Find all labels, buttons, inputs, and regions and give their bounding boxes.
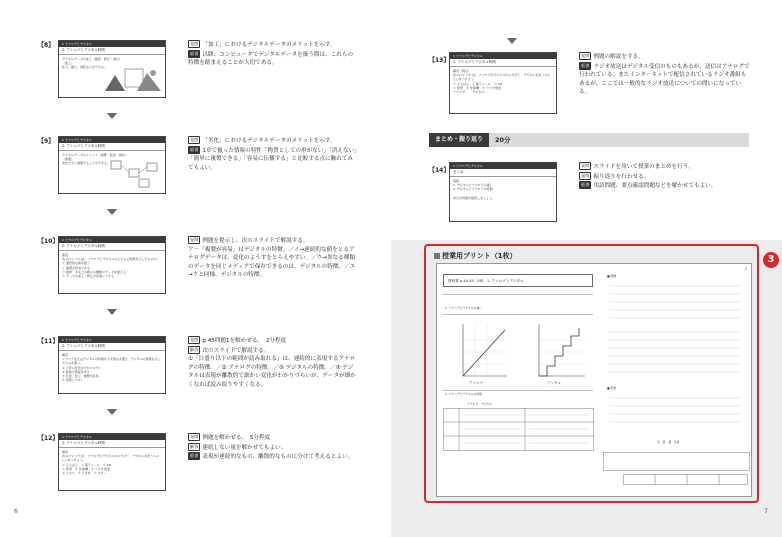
- note-text: 連続しない量を解かせてもよい。: [202, 444, 287, 451]
- slide-line: ④ 処理しやすい: [62, 378, 84, 383]
- slide-body: [450, 67, 556, 96]
- slide-line: 2. デジタルとアナログの特徴: [453, 187, 493, 192]
- slide-line: 劣化せずに複製することができる。: [62, 161, 111, 166]
- sheet-table: [443, 408, 595, 452]
- badge: 解答: [190, 346, 199, 352]
- slide-thumbnail: [58, 236, 166, 294]
- down-arrow-icon: [107, 113, 117, 119]
- slide-thumbnail: [449, 162, 557, 222]
- graph-label-analog: アナログ: [469, 381, 483, 385]
- step-note: [579, 162, 751, 191]
- step-label: 【8】: [38, 42, 55, 49]
- note-text: 以降、コンピュータでデジタルデータを扱う際は、これらの特徴を踏まえることが大切である。: [188, 51, 354, 67]
- slide-line: エ 鉛筆 オ 計算機 カ ラジオ放送: [453, 85, 501, 90]
- badge: 発問: [190, 237, 199, 242]
- slide-line: アナログ： デジタル：: [453, 90, 488, 95]
- badge: 発問: [190, 337, 199, 342]
- sheet-heading: ■ 問題: [607, 274, 617, 278]
- slide-body: [59, 448, 165, 477]
- badge: 発問: [581, 53, 590, 58]
- rule: [443, 390, 593, 391]
- step-label: 【14】: [429, 167, 450, 174]
- slide-bar: 1 アナログとデジタル: [59, 137, 165, 143]
- sheet-graph: [443, 320, 593, 386]
- slide-body: [59, 351, 165, 384]
- slide-line: ウ 画像、音などの様々な種類のデータを扱える: [62, 269, 126, 274]
- slide-thumbnail: [58, 136, 166, 194]
- step-note: [188, 136, 358, 172]
- down-arrow-icon: [107, 209, 117, 215]
- slide-line: 1. デジタルとアナログの違い: [453, 183, 493, 188]
- slide-body: [59, 251, 165, 280]
- page-number: 7: [764, 508, 768, 515]
- slide-line: 次の(ア)〜(ク)が、アナログかデジタルかに分けて、デジタルを使うものに○をつけよう。: [453, 73, 551, 82]
- slide-bar: 1 アナログとデジタル: [59, 337, 165, 343]
- print-title-text: 授業用プリント（1枚）: [442, 252, 517, 260]
- badge: 発問: [190, 434, 199, 439]
- step-note: [188, 336, 358, 390]
- slide-body: [450, 177, 556, 202]
- slide-line: ① 上昇の変化が分かりやすい: [62, 365, 102, 370]
- slide-line: アナログまたはデジタルの特徴を示す例文を選び、デジタルの特徴を示したものを選べ。: [62, 357, 161, 366]
- slide-title: 2. アナログとデジタル時間: [59, 143, 165, 151]
- step-label: 【13】: [429, 57, 450, 64]
- slide-line: 演習: [62, 253, 69, 257]
- slide-thumbnail: [58, 40, 166, 98]
- badge: 発問: [581, 172, 590, 178]
- print-title: [434, 251, 517, 261]
- down-arrow-icon: [107, 309, 117, 315]
- sheet-header: 教科書 p.44-45 4章 1. アナログとデジタル: [443, 274, 593, 287]
- note-text: スライドを用いて授業のまとめを行う。: [593, 164, 694, 170]
- slide-bar: 1 アナログとデジタル: [450, 163, 556, 169]
- badge: 板書: [581, 62, 590, 68]
- graph-label-digital: デジタル: [547, 381, 561, 385]
- slide-line: エ データの加工・修正が容易にできる: [62, 274, 114, 279]
- step-note: [579, 52, 751, 97]
- sheet-page: 1: [744, 267, 747, 271]
- note-text: p.45問題1を解かせる。 2分程度: [202, 338, 287, 344]
- step-label: 【12】: [38, 435, 59, 442]
- badge: 板書: [190, 146, 199, 152]
- note-text: 1章で扱った情報の特性「物質としての形がない」「消えない」「簡単に複製できる」「容易に伝播する」と比較する点に触れてみてもよい。: [188, 147, 357, 171]
- slide-line: 解答（例示）: [453, 69, 472, 73]
- slide-line: エ 鉛筆 オ 計算機 カ ラジオ放送: [62, 466, 110, 471]
- step-note: [188, 433, 358, 462]
- down-arrow-icon: [107, 409, 117, 415]
- right-page: [391, 0, 782, 537]
- slide-line: ア そろばん イ 電子メール ウ CD: [62, 462, 112, 467]
- slide-line: ② 数値で情報を表す: [62, 369, 90, 374]
- sheet-right-lines: [605, 280, 745, 450]
- badge: 発問: [190, 137, 199, 142]
- slide-illustration: [103, 65, 163, 93]
- note-text: 次のスライドで解説する。: [202, 347, 270, 354]
- slide-title: 2. アナログとデジタル時間: [59, 243, 165, 251]
- note-text: 例題を提示し、次のスライドで解説する。: [202, 238, 309, 244]
- slide-line: 〔加工〕: [62, 61, 75, 66]
- slide-line: 解答: [62, 450, 69, 454]
- slide-line: ア そろばん イ 電子メール ウ CD: [453, 81, 503, 86]
- slide-line: デジタルデータのメリット（複製・転送・保存）: [62, 153, 128, 157]
- slide-thumbnail: [58, 433, 166, 491]
- slide-line: キ ノギス ク 万歩計 ケ ギター: [62, 471, 107, 476]
- slide-title: まとめ: [450, 169, 556, 177]
- slide-title: 2. アナログとデジタル時間: [59, 440, 165, 448]
- slide-line: ア 連続的な値を扱う: [62, 261, 90, 266]
- badge: 板書: [190, 453, 199, 459]
- note-text: ア－「複製が容易」はデジタルの特徴。／イ→連続的な値をとるアナログデータは、変化のようすをとらえやすい。／ウ→異なる種類のデータを同じメディアで保存できるのは、デジタルの特徴。／エ→ウと同様、デジタルの特徴。: [188, 246, 356, 279]
- slide-bar: 1 アナログとデジタル: [450, 53, 556, 59]
- slide-bar: 1 アナログとデジタル: [59, 237, 165, 243]
- callout-number-badge: 3: [763, 252, 779, 268]
- sheet-heading: 2. アナログとデジタルの特徴: [445, 392, 483, 396]
- slide-line: 解答: [62, 353, 69, 357]
- note-text: 「劣化」におけるデジタルデータのメリットを示す。: [202, 138, 336, 144]
- note-text: 用語問題、要点確認問題などを解かせてもよい。: [593, 183, 717, 190]
- badge: 発問: [190, 41, 199, 46]
- step-label: 【11】: [38, 338, 59, 345]
- slide-title: 2. アナログとデジタル時間: [450, 59, 556, 67]
- slide-line: イ 複製が容易である: [62, 265, 90, 270]
- step-label: 【10】: [38, 238, 59, 245]
- page-number: 6: [14, 508, 18, 515]
- step-note: [188, 40, 358, 68]
- worksheet: [436, 263, 752, 497]
- slide-line: 拡大、縮小、回転などができる。: [62, 65, 108, 70]
- print-frame: [424, 244, 759, 503]
- slide-bar: 1 アナログとデジタル: [59, 41, 165, 47]
- note-text: 表現が連続的なもの、離散的なものに分けて考えるとよい。: [202, 454, 354, 461]
- note-text: 振り返りを行わせる。: [593, 173, 650, 180]
- slide-line: デジタルデータの加工（画像・修正・復元）: [62, 57, 122, 61]
- down-arrow-icon: [507, 38, 517, 44]
- slide-thumbnail: [449, 52, 557, 114]
- section-time: 20分: [495, 136, 511, 144]
- note-text: 例題を解かせる。 5分程度: [202, 435, 271, 441]
- section-label: まとめ・振り返り: [429, 133, 489, 147]
- name-line: 年 組 番 名前: [657, 440, 680, 444]
- badge: 板書: [581, 182, 590, 188]
- slide-line: 〔複製〕: [62, 157, 75, 162]
- note-text: ラジオ放送はデジタル受信のものもあるが、送信はアナログで行われている。またインターネットで配信されているラジオ番組もあるが、ここでは一般的なラジオ放送についての問いになっている。: [579, 63, 750, 96]
- slide-line: 次の(ア)〜(ク)が、アナログかデジタルかに分けて、デジタルを使うものに○をつけよう。: [62, 454, 160, 463]
- slide-line: 次の(ア)〜(エ)は、アナログとデジタルのどちらの特徴を示したものか。: [62, 257, 160, 262]
- table-header: アナログ デジタル: [467, 402, 493, 406]
- section-header: [429, 133, 749, 147]
- note-text: 「加工」におけるデジタルデータのメリットを示す。: [202, 42, 336, 48]
- note-text: ①「目盛り以下の範囲が読み取れる」は、連続的に表現するアナログの特徴。／② アナログの特徴。／③ デジタルの特徴。／③ デジタルは表現が離散的で細かい変化がわかりづらいが、データが細かくなれば読み取りやすくなる。: [188, 356, 356, 388]
- note-text: 例題の解説をする。: [593, 54, 644, 60]
- slide-line: 用語: [453, 179, 460, 183]
- badge: 発問: [581, 163, 590, 168]
- slide-bar: 1 アナログとデジタル: [59, 434, 165, 440]
- slide-illustration: [109, 159, 165, 189]
- sheet-bottom-box: [603, 452, 753, 488]
- slide-title: 2. アナログとデジタル時間: [59, 343, 165, 351]
- rule: [443, 314, 593, 315]
- step-label: 【9】: [38, 138, 55, 145]
- sheet-heading: 1. アナログとデジタルの違い: [445, 306, 483, 310]
- sheet-heading: ■ 用語: [607, 386, 617, 390]
- square-icon: [434, 253, 440, 259]
- slide-title: 2. アナログとデジタル時間: [59, 47, 165, 55]
- badge: 板書: [190, 50, 199, 56]
- badge: 解答: [190, 443, 199, 449]
- step-note: [188, 236, 358, 280]
- slide-line: ③ 伝送、加工、複製が容易: [62, 374, 99, 379]
- slide-line: 本日の用語を復習しましょう。: [453, 195, 496, 200]
- rule: [443, 294, 593, 295]
- slide-thumbnail: [58, 336, 166, 394]
